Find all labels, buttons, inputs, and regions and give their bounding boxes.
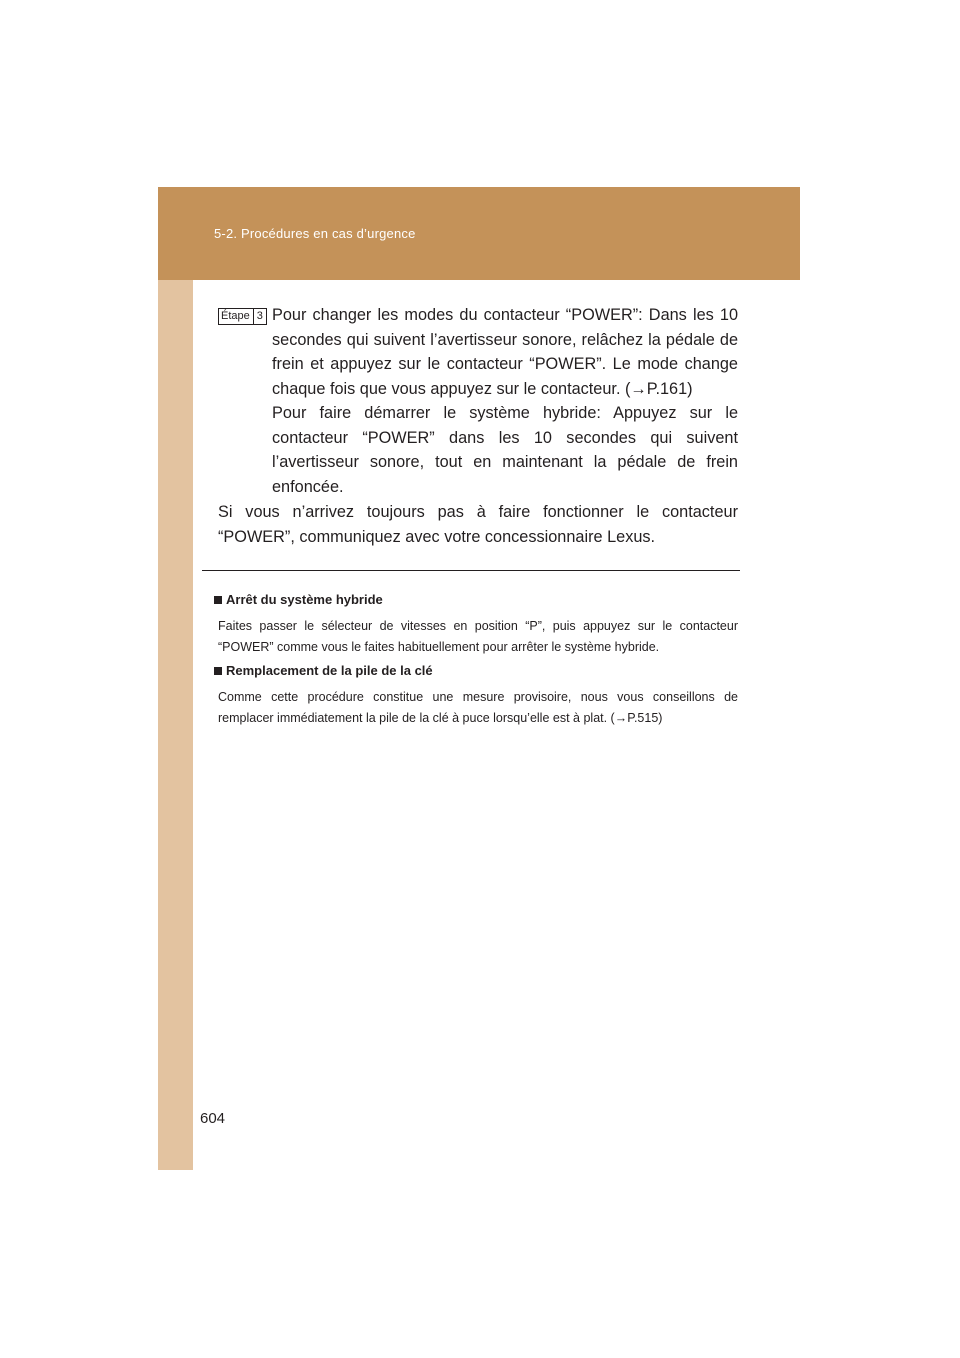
step-label-number: 3 bbox=[256, 310, 263, 322]
note-body-battery: Comme cette procédure constitue une mesure provisoire, nous vous conseillons de remplacer immédiatement la pile de la clé à puce lorsqu’elle est à plat. (→P.515) bbox=[218, 690, 738, 725]
section-divider bbox=[202, 570, 740, 571]
square-bullet-icon bbox=[214, 667, 222, 675]
note-body-stop-hybrid: Faites passer le sélecteur de vitesses en position “P”, puis appuyez sur le contacteur “POWER” comme vous le faites habituellement pour arrêter le système hybride. bbox=[218, 619, 738, 654]
page-number: 604 bbox=[200, 1110, 226, 1127]
start-system-paragraph: Pour faire démarrer le système hybride: Appuyez sur le contacteur “POWER” dans les 10 secondes qui suivent l’avertisseur sonore, tout en maintenant la pédale de frein enfoncée. bbox=[272, 404, 738, 496]
note-heading-battery bbox=[214, 663, 433, 678]
note-heading-stop-hybrid bbox=[214, 592, 383, 607]
step-label bbox=[218, 308, 267, 325]
dealer-paragraph: Si vous n’arrivez toujours pas à faire fonctionner le contacteur “POWER”, communiquez avec votre concessionnaire Lexus. bbox=[218, 503, 738, 546]
page-sidebar-band bbox=[158, 187, 193, 1170]
note-heading-text: Remplacement de la pile de la clé bbox=[226, 663, 433, 678]
step-label-word: Étape bbox=[219, 309, 254, 324]
section-title: 5-2. Procédures en cas d’urgence bbox=[214, 226, 416, 241]
step3-paragraph: Pour changer les modes du contacteur “POWER”: Dans les 10 secondes qui suivent l’avertisseur sonore, relâchez la pédale de frein et appuyez sur le contacteur “POWER”. Le mode change chaque fois que vous appuyez sur le contacteur. (→P.161) bbox=[272, 306, 738, 398]
square-bullet-icon bbox=[214, 596, 222, 604]
note-heading-text: Arrêt du système hybride bbox=[226, 592, 383, 607]
